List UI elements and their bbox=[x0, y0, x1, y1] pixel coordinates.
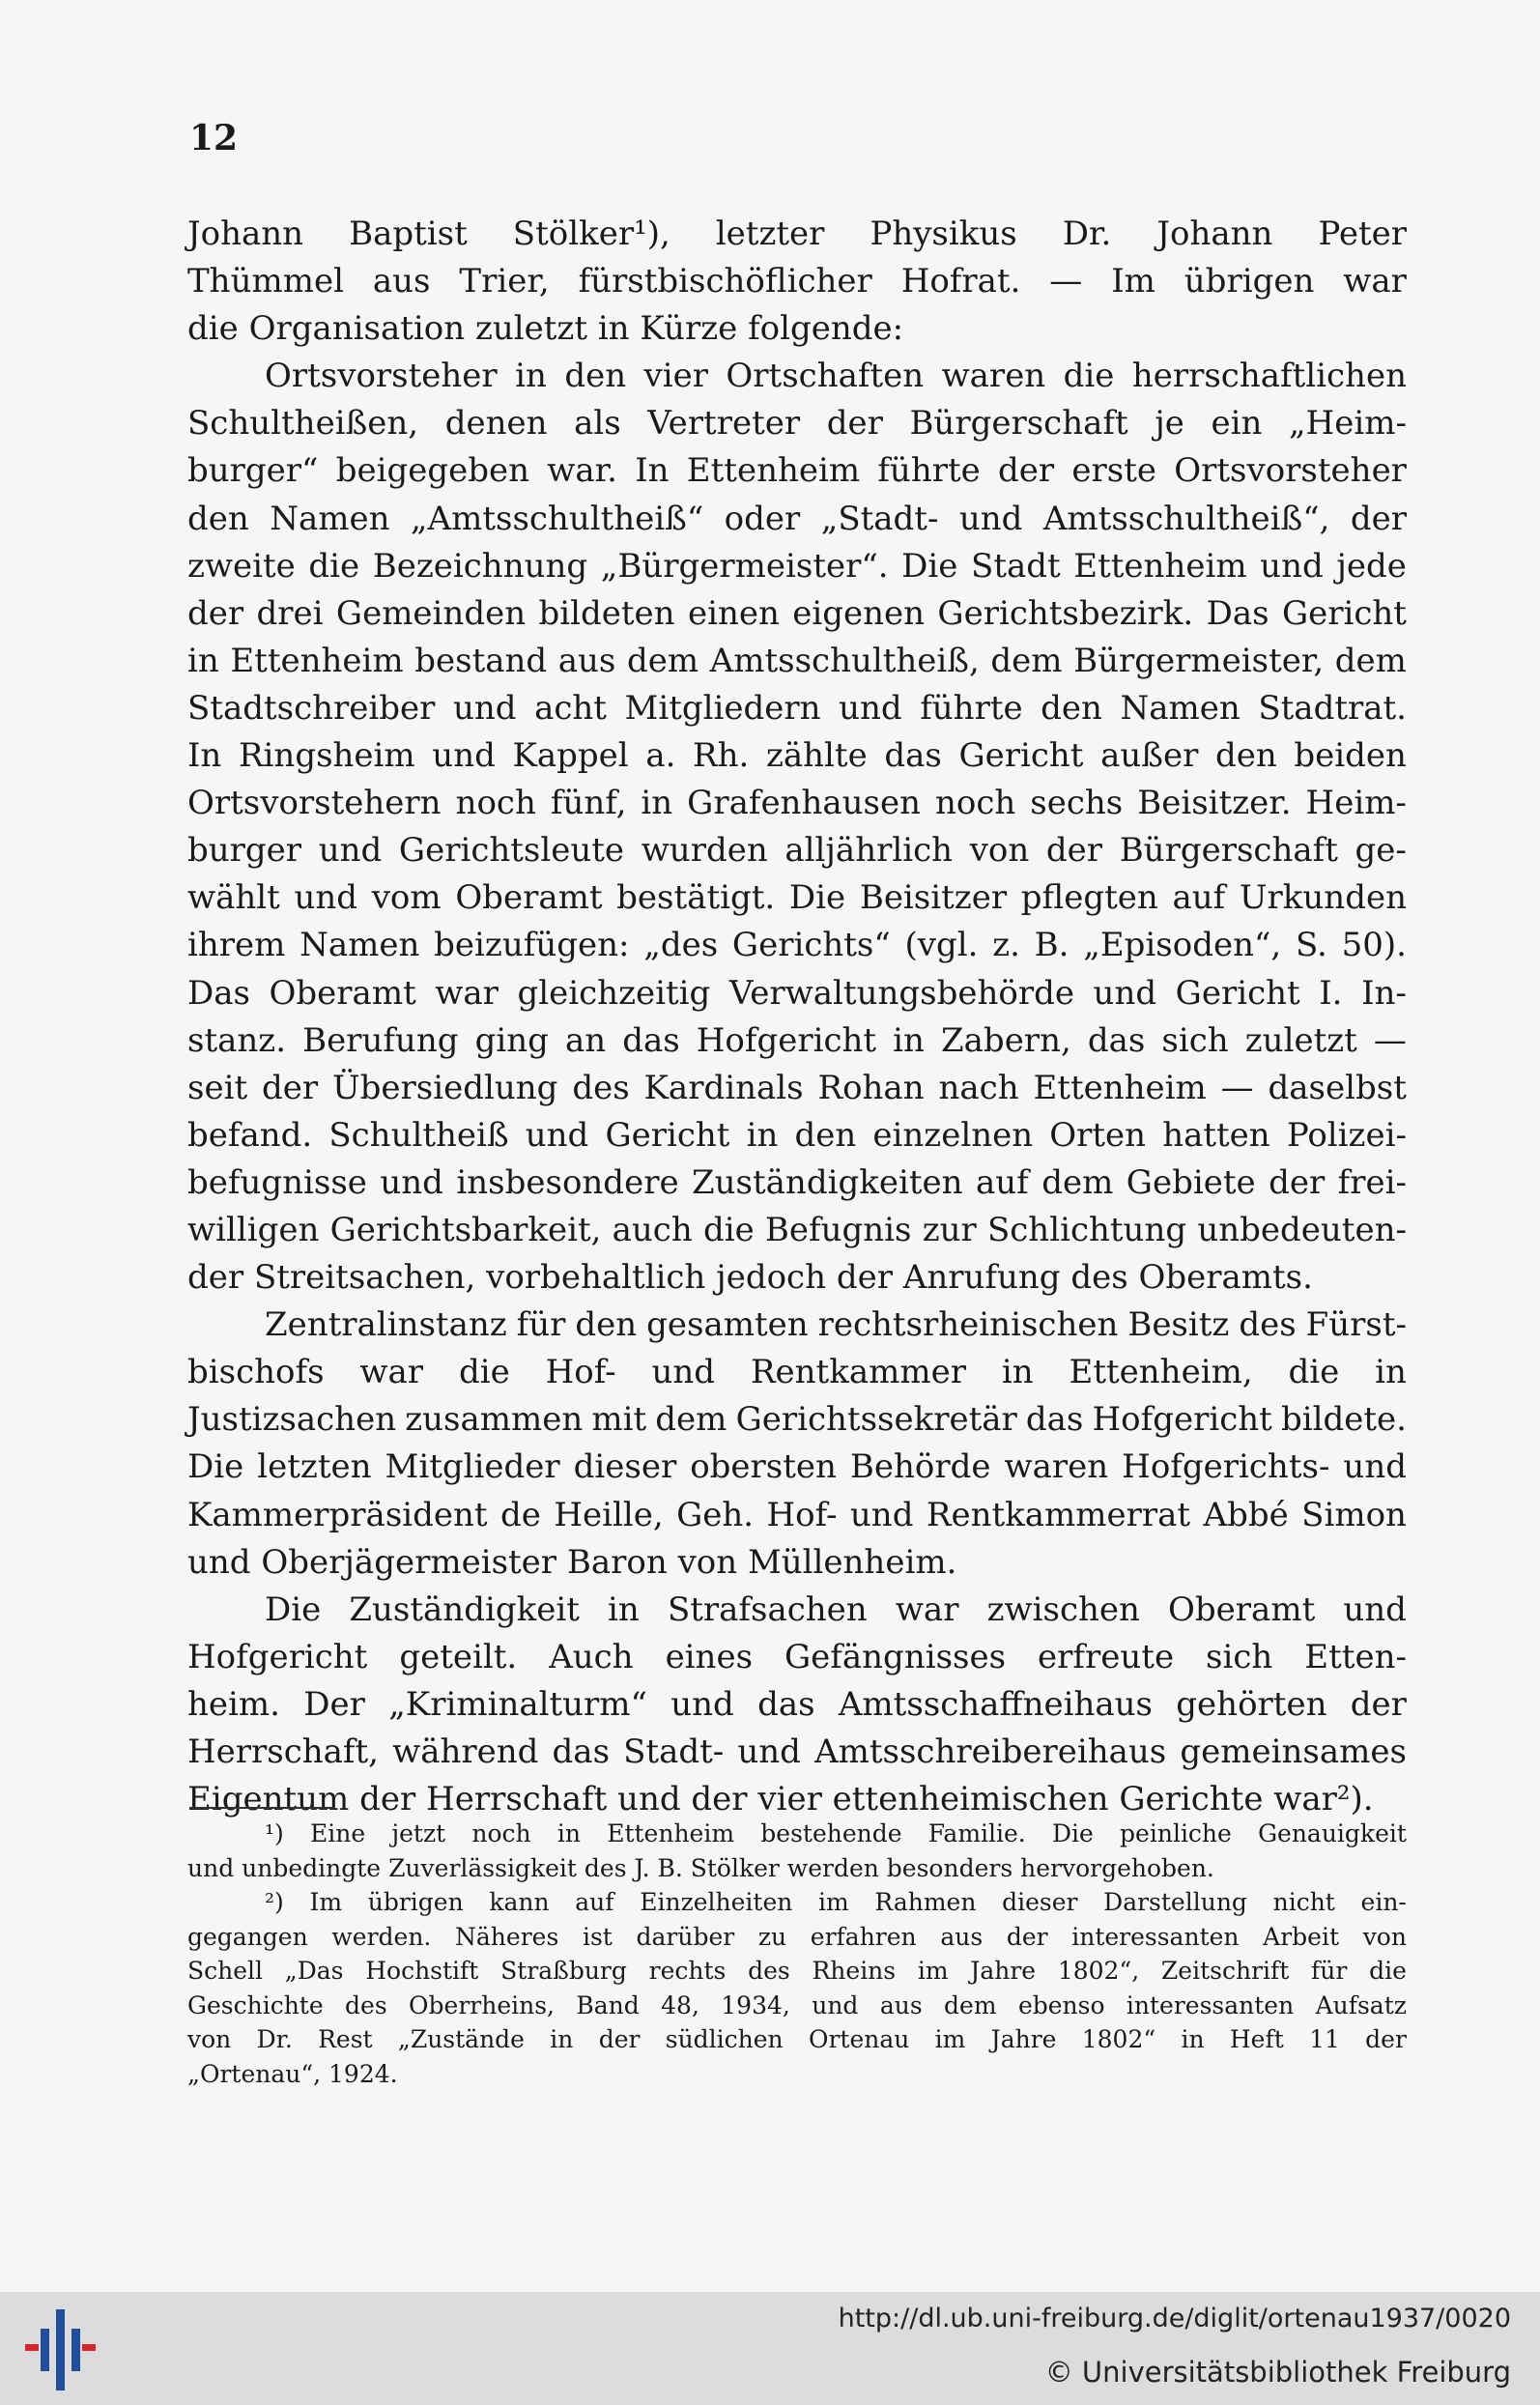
body-line: Eigentum der Herrschaft und der vier ettenheimischen Gerichte war²). bbox=[187, 1780, 1374, 1819]
body-line: ihrem Namen beizufügen: „des Gerichts“ (vgl. z. B. „Episoden“, S. 50). bbox=[187, 926, 1407, 965]
body-line: zweite die Bezeichnung „Bürgermeister“. Die Stadt Ettenheim und jede bbox=[187, 546, 1407, 586]
footnote-line: und unbedingte Zuverlässigkeit des J. B. Stölker werden besonders hervorgehoben. bbox=[187, 1853, 1214, 1882]
footnote-line: Schell „Das Hochstift Straßburg rechts des Rheins im Jahre 1802“, Zeitschrift für die bbox=[187, 1957, 1407, 1985]
body-line: Die Zuständigkeit in Strafsachen war zwischen Oberamt und bbox=[265, 1589, 1407, 1629]
body-line: wählt und vom Oberamt bestätigt. Die Beisitzer pflegten auf Urkunden bbox=[187, 878, 1407, 918]
body-line: seit der Übersiedlung des Kardinals Rohan nach Ettenheim — daselbst bbox=[187, 1068, 1407, 1107]
body-line: willigen Gerichtsbarkeit, auch die Befugnis zur Schlichtung unbedeuten- bbox=[187, 1210, 1407, 1249]
body-line: die Organisation zuletzt in Kürze folgende: bbox=[187, 309, 904, 349]
body-line: burger und Gerichtsleute wurden alljährlich von der Bürgerschaft ge- bbox=[187, 831, 1407, 871]
footnote-line: „Ortenau“, 1924. bbox=[187, 2059, 398, 2088]
footnote-line: ²) Im übrigen kann auf Einzelheiten im Rahmen dieser Darstellung nicht ein- bbox=[265, 1888, 1407, 1916]
body-line: in Ettenheim bestand aus dem Amtsschultheiß, dem Bürgermeister, dem bbox=[187, 641, 1407, 680]
footnotes bbox=[187, 1817, 1407, 2091]
footnote-divider bbox=[189, 1807, 334, 1809]
body-line: In Ringsheim und Kappel a. Rh. zählte das Gericht außer den beiden bbox=[187, 736, 1407, 776]
library-logo-icon bbox=[21, 2305, 99, 2394]
body-line: Justizsachen zusammen mit dem Gerichtssekretär das Hofgericht bildete. bbox=[187, 1400, 1407, 1440]
body-line: Johann Baptist Stölker¹), letzter Physikus Dr. Johann Peter bbox=[187, 215, 1407, 253]
body-line: burger“ beigegeben war. In Ettenheim führte der erste Ortsvorsteher bbox=[187, 451, 1407, 491]
body-line: Ortsvorsteher in den vier Ortschaften waren die herrschaftlichen bbox=[265, 357, 1407, 396]
body-line: Schultheißen, denen als Vertreter der Bürgerschaft je ein „Heim- bbox=[187, 404, 1407, 444]
body-line: befugnisse und insbesondere Zuständigkeiten auf dem Gebiete der frei- bbox=[187, 1162, 1407, 1202]
body-line: der Streitsachen, vorbehaltlich jedoch der Anrufung des Oberamts. bbox=[187, 1258, 1313, 1298]
body-line: Thümmel aus Trier, fürstbischöflicher Hofrat. — Im übrigen war bbox=[187, 262, 1407, 301]
body-line: heim. Der „Kriminalturm“ und das Amtsschaffneihaus gehörten der bbox=[187, 1684, 1407, 1724]
body-line: stanz. Berufung ging an das Hofgericht in Zabern, das sich zuletzt — bbox=[187, 1020, 1407, 1060]
footnote-line: Geschichte des Oberrheins, Band 48, 1934, und aus dem ebenso interessanten Aufsatz bbox=[187, 1990, 1407, 2019]
copyright-notice: © Universitätsbibliothek Freiburg bbox=[1044, 2356, 1511, 2389]
page-number: 12 bbox=[189, 118, 239, 158]
document-url[interactable]: http://dl.ub.uni-freiburg.de/diglit/ortenau1937/0020 bbox=[838, 2304, 1511, 2333]
body-line: der drei Gemeinden bildeten einen eigenen Gerichtsbezirk. Das Gericht bbox=[187, 593, 1407, 633]
body-line: und Oberjägermeister Baron von Müllenheim. bbox=[187, 1542, 957, 1582]
body-line: Die letzten Mitglieder dieser obersten Behörde waren Hofgerichts- und bbox=[187, 1447, 1407, 1487]
body-line: Herrschaft, während das Stadt- und Amtsschreibereihaus gemeinsames bbox=[187, 1732, 1407, 1771]
body-text bbox=[187, 211, 1407, 1823]
body-line: befand. Schultheiß und Gericht in den einzelnen Orten hatten Polizei- bbox=[187, 1115, 1407, 1155]
body-line: Kammerpräsident de Heille, Geh. Hof- und Rentkammerrat Abbé Simon bbox=[187, 1495, 1407, 1534]
body-line: Das Oberamt war gleichzeitig Verwaltungsbehörde und Gericht I. In- bbox=[187, 973, 1407, 1013]
footnote-line: ¹) Eine jetzt noch in Ettenheim bestehende Familie. Die peinliche Genauigkeit bbox=[265, 1819, 1407, 1847]
footnote-line: von Dr. Rest „Zustände in der südlichen Ortenau im Jahre 1802“ in Heft 11 der bbox=[187, 2025, 1407, 2053]
body-line: Ortsvorstehern noch fünf, in Grafenhausen noch sechs Beisitzer. Heim- bbox=[187, 784, 1407, 823]
footnote-line: gegangen werden. Näheres ist darüber zu erfahren aus der interessanten Arbeit von bbox=[187, 1922, 1407, 1951]
body-line: Zentralinstanz für den gesamten rechtsrheinischen Besitz des Fürst- bbox=[265, 1305, 1407, 1345]
body-line: Hofgericht geteilt. Auch eines Gefängnisses erfreute sich Etten- bbox=[187, 1637, 1407, 1676]
body-line: Stadtschreiber und acht Mitgliedern und führte den Namen Stadtrat. bbox=[187, 688, 1407, 728]
body-line: den Namen „Amtsschultheiß“ oder „Stadt- und Amtsschultheiß“, der bbox=[187, 499, 1407, 538]
viewer-footer bbox=[0, 2292, 1540, 2405]
body-line: bischofs war die Hof- und Rentkammer in Ettenheim, die in bbox=[187, 1353, 1407, 1392]
